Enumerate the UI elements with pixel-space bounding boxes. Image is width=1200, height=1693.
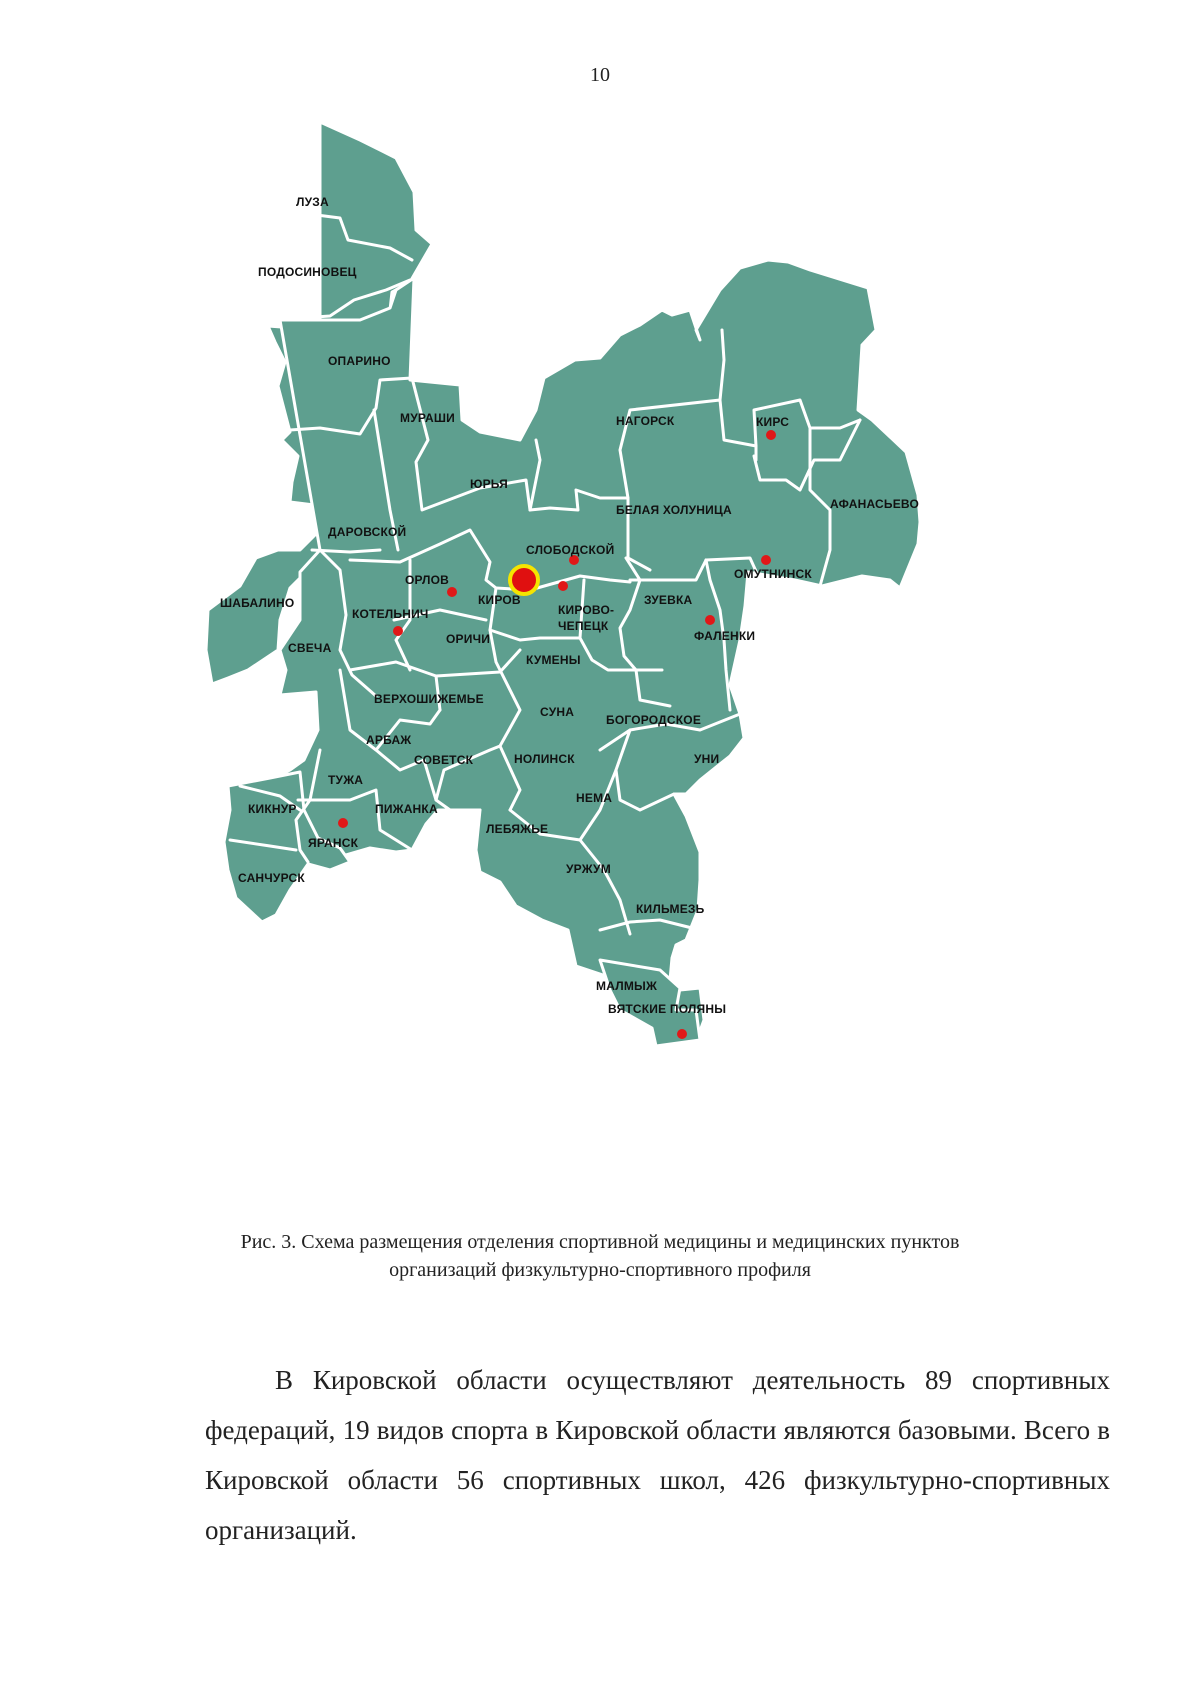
kirov-center-point — [510, 566, 538, 594]
label-luza: ЛУЗА — [296, 195, 329, 209]
falenki-point — [705, 615, 715, 625]
label-belaya-kholunitsa: БЕЛАЯ ХОЛУНИЦА — [616, 503, 732, 517]
label-kirovo-chepetsk-1: КИРОВО- — [558, 603, 615, 617]
label-nolinsk: НОЛИНСК — [514, 752, 575, 766]
label-falenki: ФАЛЕНКИ — [694, 629, 756, 643]
region-outline-main — [228, 260, 920, 1044]
label-kirs: КИРС — [756, 415, 790, 429]
label-zuevka: ЗУЕВКА — [644, 593, 693, 607]
label-darovskoy: ДАРОВСКОЙ — [328, 525, 407, 539]
label-sanchursk: САНЧУРСК — [238, 871, 305, 885]
region-map-svg — [200, 110, 1000, 1140]
label-verkhoshizhemye: ВЕРХОШИЖЕМЬЕ — [374, 692, 484, 706]
label-uni: УНИ — [694, 752, 720, 766]
page-number: 10 — [590, 64, 610, 86]
region-map — [200, 110, 1000, 1140]
label-slobodskoy: СЛОБОДСКОЙ — [526, 543, 615, 557]
label-afanasevo: АФАНАСЬЕВО — [830, 497, 920, 511]
label-kiknur: КИКНУР — [248, 802, 297, 816]
label-suna: СУНА — [540, 705, 575, 719]
label-urzhum: УРЖУМ — [566, 862, 611, 876]
label-bogorodskoe: БОГОРОДСКОЕ — [606, 713, 702, 727]
kirs-point — [766, 430, 776, 440]
label-nema: НЕМА — [576, 791, 613, 805]
label-vyatskie-polyany: ВЯТСКИЕ ПОЛЯНЫ — [608, 1002, 727, 1016]
label-yurya: ЮРЬЯ — [470, 477, 508, 491]
label-tuzha: ТУЖА — [328, 773, 364, 787]
label-kilmez: КИЛЬМЕЗЬ — [636, 902, 705, 916]
vyatskie-polyany-point — [677, 1029, 687, 1039]
label-kirovo-chepetsk-2: ЧЕПЕЦК — [558, 619, 609, 633]
label-arbazh: АРБАЖ — [366, 733, 412, 747]
label-murashi: МУРАШИ — [400, 411, 455, 425]
orlov-point — [447, 587, 457, 597]
label-shabalino: ШАБАЛИНО — [220, 596, 295, 610]
figure-caption — [150, 1228, 1050, 1284]
label-omutninsk: ОМУТНИНСК — [734, 567, 812, 581]
label-yaransk: ЯРАНСК — [308, 836, 359, 850]
body-paragraph: В Кировской области осуществляют деятельность 89 спортивных федераций, 19 видов спорта в Кировской области являются базовыми. Всего в Кировской области 56 спортивных школ, 426 физкультурно-спортивных организаций. — [205, 1365, 1110, 1545]
label-lebyazhye: ЛЕБЯЖЬЕ — [486, 822, 549, 836]
label-kumeny: КУМЕНЫ — [526, 653, 581, 667]
omutninsk-point — [761, 555, 771, 565]
label-kirov: КИРОВ — [478, 593, 521, 607]
label-nagorsk: НАГОРСК — [616, 414, 675, 428]
label-orichi: ОРИЧИ — [446, 632, 491, 646]
label-podosinovets: ПОДОСИНОВЕЦ — [258, 265, 357, 279]
label-orlov: ОРЛОВ — [405, 573, 450, 587]
label-sovetsk: СОВЕТСК — [414, 753, 474, 767]
label-malmyzh: МАЛМЫЖ — [596, 979, 658, 993]
kotelnich-point — [393, 626, 403, 636]
label-svecha: СВЕЧА — [288, 641, 332, 655]
caption-line-1: Рис. 3. Схема размещения отделения спортивной медицины и медицинских пунктов — [240, 1231, 960, 1253]
label-oparino: ОПАРИНО — [328, 354, 391, 368]
yaransk-point — [338, 818, 348, 828]
label-kotelnich: КОТЕЛЬНИЧ — [352, 607, 429, 621]
kirovo-chepetsk-point — [558, 581, 568, 591]
caption-line-2: организаций физкультурно-спортивного профиля — [389, 1259, 811, 1281]
label-pizhanka: ПИЖАНКА — [375, 802, 438, 816]
